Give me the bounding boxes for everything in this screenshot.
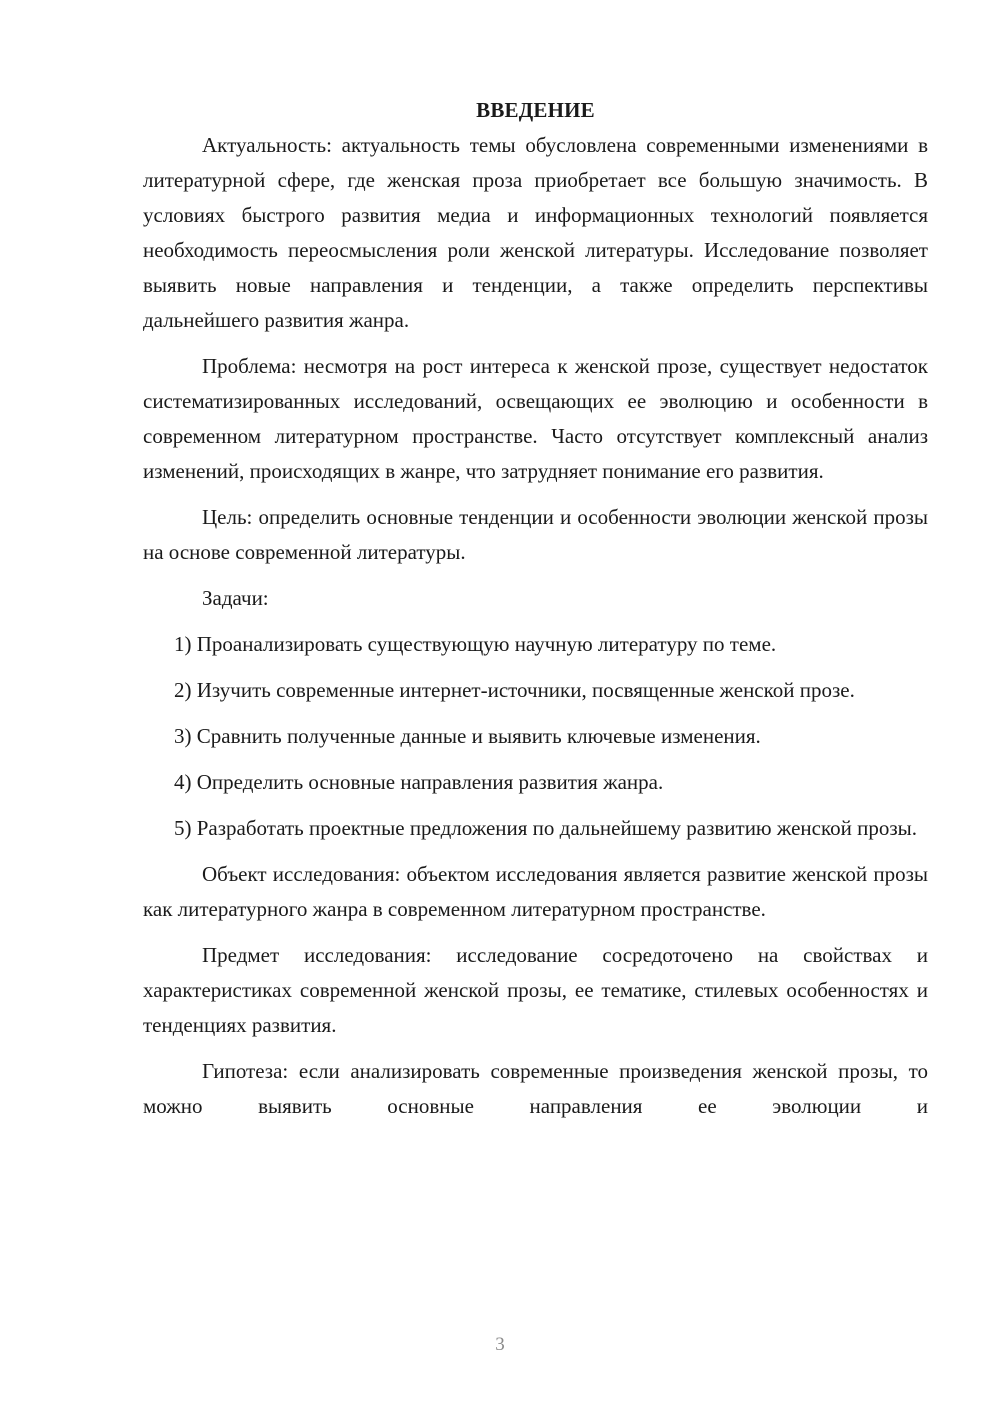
task-item-1: 1) Проанализировать существующую научную литературу по теме. <box>174 632 777 656</box>
paragraph-subject: Предмет исследования: исследование сосредоточено на свойствах и характеристиках современной женской прозы, ее тематике, стилевых особенностях и тенденциях развития. <box>143 943 928 1037</box>
task-item-4: 4) Определить основные направления развития жанра. <box>174 770 664 794</box>
page-number: 3 <box>495 1334 505 1355</box>
paragraph-goal: Цель: определить основные тенденции и особенности эволюции женской прозы на основе современной литературы. <box>143 505 928 564</box>
section-heading: ВВЕДЕНИЕ <box>476 98 595 122</box>
task-item-5: 5) Разработать проектные предложения по дальнейшему развитию женской прозы. <box>174 816 917 840</box>
paragraph-object: Объект исследования: объектом исследования является развитие женской прозы как литературного жанра в современном литературном пространстве. <box>143 862 928 921</box>
tasks-label: Задачи: <box>202 586 269 610</box>
document-page <box>143 93 928 1135</box>
paragraph-hypothesis: Гипотеза: если анализировать современные произведения женской прозы, то можно выявить основные направления ее эволюции и <box>143 1059 928 1118</box>
task-item-3: 3) Сравнить полученные данные и выявить ключевые изменения. <box>174 724 761 748</box>
paragraph-relevance: Актуальность: актуальность темы обусловлена современными изменениями в литературной сфере, где женская проза приобретает все большую значимость. В условиях быстрого развития медиа и информационных технологий появляется необходимость переосмысления роли женской литературы. Исследование позволяет выявить новые направления и тенденции, а также определить перспективы дальнейшего развития жанра. <box>143 133 928 332</box>
paragraph-problem: Проблема: несмотря на рост интереса к женской прозе, существует недостаток систематизированных исследований, освещающих ее эволюцию и особенности в современном литературном пространстве. Часто отсутствует комплексный анализ изменений, происходящих в жанре, что затрудняет понимание его развития. <box>143 354 928 483</box>
task-item-2: 2) Изучить современные интернет-источники, посвященные женской прозе. <box>174 678 855 702</box>
